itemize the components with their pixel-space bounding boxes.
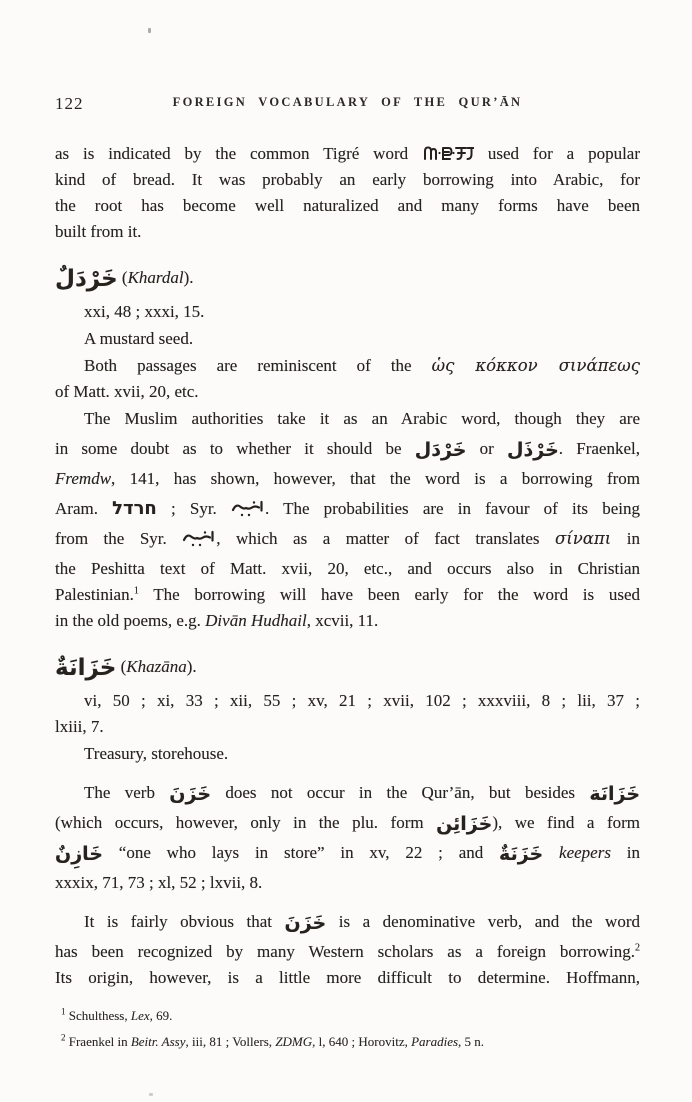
text-line <box>55 436 640 462</box>
text-run: xxi, 48 ; xxxi, 15. <box>84 302 205 321</box>
text-line <box>55 526 640 552</box>
text-run: , 69. <box>149 1008 173 1023</box>
text-run: from the Syr. <box>55 529 183 548</box>
text-run: Aram. <box>55 499 113 518</box>
text-line <box>55 965 640 991</box>
khazana-entry-heading <box>55 650 640 684</box>
text-line <box>55 810 640 836</box>
text-run: , l, 640 ; Horovitz, <box>312 1034 412 1049</box>
arabic-word: خَزَانَة <box>589 783 641 805</box>
text-run: The borrowing will have been early for the word is used <box>138 585 640 604</box>
text-line <box>55 167 640 193</box>
text-run: has been recognized by many Western scholars as a foreign borrowing. <box>55 942 635 961</box>
text-run: It is fairly obvious that <box>84 912 285 931</box>
khardal-verse-references <box>55 299 640 325</box>
khardal-entry-heading <box>55 261 640 295</box>
text-line <box>55 582 640 608</box>
text-run: the root has become well naturalized and many forms have been <box>55 196 640 215</box>
text-run: xxxix, 71, 73 ; xl, 52 ; lxvii, 8. <box>55 873 263 892</box>
text-line <box>55 939 640 965</box>
text-run: in the old poems, e.g. <box>55 611 206 630</box>
text-line <box>55 141 640 167</box>
arabic-word: خَزَائِن <box>436 813 493 835</box>
text-run: Fraenkel in <box>65 1034 131 1049</box>
page-text-content <box>55 141 640 1055</box>
text-run: does not occur in the Qur’ān, but besides <box>211 783 590 802</box>
arabic-word: خَرْدَل <box>414 439 467 461</box>
text-line <box>61 1029 640 1055</box>
text-line <box>55 650 640 684</box>
text-line <box>55 909 640 935</box>
text-run: Treasury, storehouse. <box>84 744 229 763</box>
syriac-script-drawing <box>182 529 216 547</box>
page-number: 122 <box>55 94 84 113</box>
text-run: , which as a matter of fact translates <box>216 529 556 548</box>
text-run: The verb <box>84 783 170 802</box>
italic-text: ZDMG <box>275 1034 313 1049</box>
italic-text: Beitr. Assy <box>130 1034 186 1049</box>
footnote-marker: 2 <box>635 942 640 954</box>
arabic-word: خَرْذَل <box>507 439 559 461</box>
text-run: Palestinian. <box>55 585 134 604</box>
khazana-verse-references <box>55 688 640 740</box>
text-run: “one who lays in store” in xv, 22 ; and <box>102 843 500 862</box>
arabic-word: خَزَنَ <box>169 783 212 805</box>
greek-text: ὡς κόκκον σινάπεως <box>431 356 640 375</box>
text-run: ). <box>186 657 197 676</box>
text-line <box>55 379 640 405</box>
text-run: lxiii, 7. <box>55 717 104 736</box>
text-run: in <box>610 843 640 862</box>
running-title: FOREIGN VOCABULARY OF THE QUR’ĀN <box>172 95 523 109</box>
text-run: , iii, 81 ; Vollers, <box>185 1034 276 1049</box>
text-line <box>55 840 640 866</box>
text-run: The Muslim authorities take it as an Arabic word, though they are <box>84 409 640 428</box>
hebrew-word: חרדל <box>112 498 157 519</box>
text-run: . Fraenkel, <box>558 439 640 458</box>
intro-paragraph <box>55 141 640 245</box>
text-line <box>55 261 640 295</box>
footnotes <box>55 1003 640 1055</box>
greek-text: σίναπι <box>555 529 612 548</box>
text-line <box>55 870 640 896</box>
italic-text: Khardal <box>127 268 184 287</box>
khardal-etymology-paragraph <box>55 406 640 634</box>
text-run: Schulthess, <box>65 1008 131 1023</box>
syriac-word <box>231 499 265 518</box>
italic-text: Divān Hudhail <box>205 611 307 630</box>
text-line <box>55 299 640 325</box>
footnote-marker: 1 <box>133 585 139 597</box>
italic-text: Lex <box>130 1008 150 1023</box>
ethiopic-word <box>422 144 474 163</box>
text-line <box>55 741 640 767</box>
text-run: as is indicated by the common Tigré word <box>55 144 422 163</box>
italic-text: Paradies <box>411 1034 459 1049</box>
text-run: vi, 50 ; xi, 33 ; xii, 55 ; xv, 21 ; xvii, 102 ; xxxviii, 8 ; lii, 37 ; <box>84 691 640 710</box>
text-line <box>55 466 640 492</box>
text-run: ; Syr. <box>156 499 231 518</box>
text-run <box>543 843 559 862</box>
text-run: built from it. <box>55 222 142 241</box>
ethiopic-script-drawing <box>422 144 474 162</box>
text-run: A mustard seed. <box>84 329 194 348</box>
syriac-script-drawing <box>231 499 265 517</box>
text-line <box>55 688 640 714</box>
arabic-word: خَزَنَ <box>284 912 327 934</box>
text-run: Both passages are reminiscent of the <box>84 356 432 375</box>
text-run: of Matt. xvii, 20, etc. <box>55 382 199 401</box>
text-line <box>55 406 640 432</box>
text-line <box>55 326 640 352</box>
text-line <box>55 496 640 522</box>
text-run: the Peshitta text of Matt. xvii, 20, etc., and occurs also in Christian <box>55 559 640 578</box>
text-line <box>55 556 640 582</box>
text-line <box>55 353 640 379</box>
arabic-word: خَازِنٌ <box>55 843 103 865</box>
khazana-gloss <box>55 741 640 767</box>
text-run: . The probabilities are in favour of its being <box>264 499 640 518</box>
text-run: Its origin, however, is a little more difficult to determine. Hoffmann, <box>55 968 640 987</box>
khazana-origin-paragraph <box>55 909 640 991</box>
text-run: , 141, has shown, however, that the word is a borrowing from <box>111 469 640 488</box>
italic-text: Fremdw <box>55 469 112 488</box>
text-run: or <box>466 439 508 458</box>
text-run: , 5 n. <box>458 1034 485 1049</box>
arabic-word: خَزَنَةٌ <box>499 843 544 865</box>
text-line <box>61 1003 640 1029</box>
text-run: is a denominative verb, and the word <box>326 912 640 931</box>
khardal-gloss <box>55 326 640 352</box>
text-line <box>55 780 640 806</box>
text-line <box>55 608 640 634</box>
text-run: in some doubt as to whether it should be <box>55 439 415 458</box>
page-header <box>55 0 640 114</box>
text-run: ). <box>183 268 194 287</box>
scan-artifact-speck <box>149 1093 153 1096</box>
text-line <box>55 219 640 245</box>
text-run: kind of bread. It was probably an early borrowing into Arabic, for <box>55 170 640 189</box>
text-run: used for a popular <box>474 144 640 163</box>
text-run: ), we find a form <box>492 813 640 832</box>
italic-text: keepers <box>559 843 611 862</box>
text-run: ( <box>116 657 127 676</box>
khazana-forms-paragraph <box>55 780 640 896</box>
text-line <box>55 193 640 219</box>
footnote-marker: 1 <box>61 1006 66 1017</box>
text-run: , xcvii, 11. <box>306 611 379 630</box>
text-run: in <box>611 529 640 548</box>
text-run: (which occurs, however, only in the plu. form <box>55 813 437 832</box>
arabic-headword: خَرْدَلٌ <box>55 266 118 292</box>
khardal-passages-paragraph <box>55 353 640 405</box>
text-line <box>55 714 640 740</box>
syriac-word <box>182 529 216 548</box>
arabic-headword: خَزَانَةٌ <box>55 655 117 681</box>
text-run: ( <box>117 268 128 287</box>
italic-text: Khazāna <box>126 657 187 676</box>
footnote-marker: 2 <box>61 1032 66 1043</box>
